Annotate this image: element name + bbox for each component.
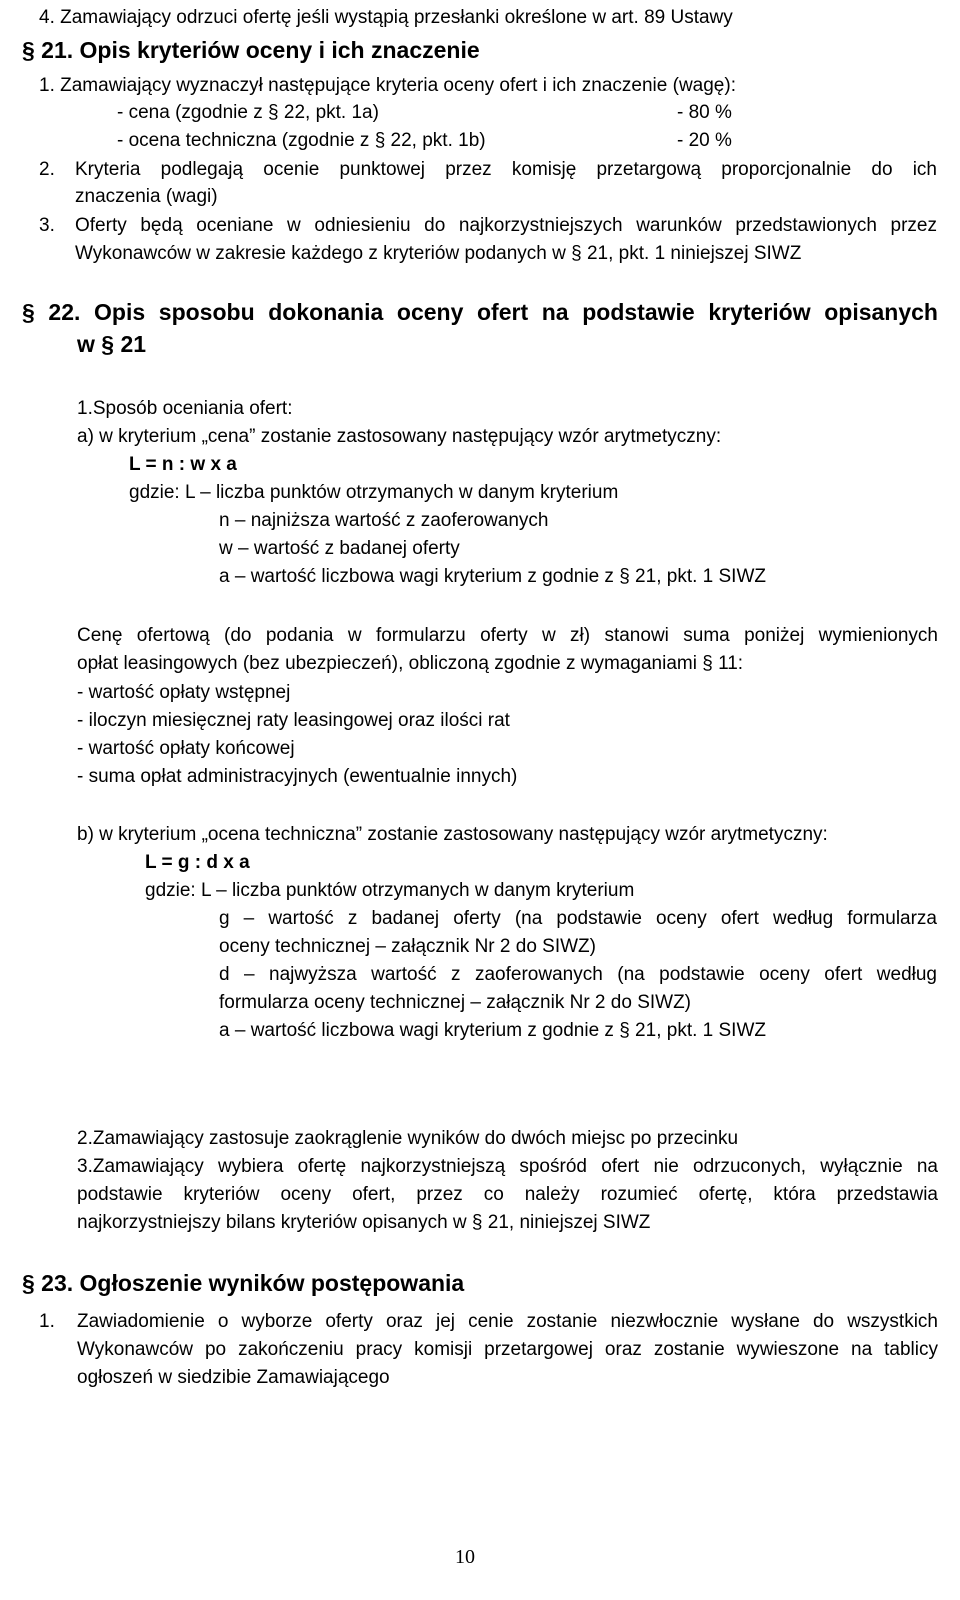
s21-item-1: 1. Zamawiający wyznaczył następujące kryteria oceny ofert i ich znaczenie (wagę): (39, 75, 736, 96)
rounding-rule: 2.Zamawiający zastosuje zaokrąglenie wyników do dwóch miejsc po przecinku (77, 1128, 739, 1149)
criterion-b-def-g-line-1: g – wartość z badanej oferty (na podstawie oceny ofert według formularza (219, 908, 937, 929)
criterion-b-intro: b) w kryterium „ocena techniczna” zostanie zastosowany następujący wzór arytmetyczny: (77, 824, 828, 845)
criterion-a-def-w: w – wartość z badanej oferty (219, 538, 460, 559)
s21-item-2-number: 2. (39, 159, 55, 180)
section-21-heading: § 21. Opis kryteriów oceny i ich znaczenie (22, 37, 480, 63)
s21-item-3-line-1: Oferty będą oceniane w odniesieniu do najkorzystniejszych warunków przedstawionych przez (75, 215, 937, 236)
price-list-item: - iloczyn miesięcznej raty leasingowej oraz ilości rat (77, 710, 510, 731)
criterion-a-def-a: a – wartość liczbowa wagi kryterium z godnie z § 21, pkt. 1 SIWZ (219, 566, 766, 587)
criterion-technical-label: - ocena techniczna (zgodnie z § 22, pkt. 1b) (117, 130, 486, 151)
criterion-b-def-g-line-2: oceny technicznej – załącznik Nr 2 do SIWZ) (219, 936, 596, 957)
criterion-b-formula: L = g : d x a (145, 852, 250, 873)
criterion-a-intro: a) w kryterium „cena” zostanie zastosowany następujący wzór arytmetyczny: (77, 426, 722, 447)
section-22-heading-line-2: w § 21 (77, 331, 147, 357)
price-list-item: - wartość opłaty wstępnej (77, 682, 291, 703)
item-4-text: 4. Zamawiający odrzuci ofertę jeśli wystąpią przesłanki określone w art. 89 Ustawy (39, 7, 733, 28)
criterion-a-def-l: gdzie: L – liczba punktów otrzymanych w danym kryterium (129, 482, 619, 503)
s23-item-1-number: 1. (39, 1311, 55, 1332)
s23-item-1-line-2: Wykonawców po zakończeniu pracy komisji przetargowej oraz zostanie wywieszone na tablicy (77, 1339, 938, 1360)
price-paragraph-line-2: opłat leasingowych (bez ubezpieczeń), obliczoną zgodnie z wymaganiami § 11: (77, 653, 744, 674)
criterion-price-label: - cena (zgodnie z § 22, pkt. 1a) (117, 102, 379, 123)
criterion-b-def-d-line-1: d – najwyższa wartość z zaoferowanych (na podstawie oceny ofert według (219, 964, 937, 985)
criterion-b-def-d-line-2: formularza oceny technicznej – załącznik Nr 2 do SIWZ) (219, 992, 692, 1013)
criterion-a-def-n: n – najniższa wartość z zaoferowanych (219, 510, 549, 531)
section-22-heading-line-1: § 22. Opis sposobu dokonania oceny ofert na podstawie kryteriów opisanych (22, 299, 938, 325)
s21-item-2-line-2: znaczenia (wagi) (75, 186, 218, 207)
s21-item-2-line-1: Kryteria podlegają ocenie punktowej przez komisję przetargową proporcjonalnie do ich (75, 159, 937, 180)
criterion-b-def-l: gdzie: L – liczba punktów otrzymanych w danym kryterium (145, 880, 635, 901)
price-list-item: - suma opłat administracyjnych (ewentualnie innych) (77, 766, 518, 787)
criterion-technical-weight: - 20 % (677, 130, 732, 151)
page-number: 10 (455, 1546, 475, 1568)
section-23-heading: § 23. Ogłoszenie wyników postępowania (22, 1270, 465, 1296)
criterion-a-formula: L = n : w x a (129, 454, 237, 475)
price-list-item: - wartość opłaty końcowej (77, 738, 295, 759)
criterion-b-def-a: a – wartość liczbowa wagi kryterium z godnie z § 21, pkt. 1 SIWZ (219, 1020, 766, 1041)
selection-rule-line-2: podstawie kryteriów oceny ofert, przez co należy rozumieć ofertę, która przedstawia (77, 1184, 938, 1205)
criterion-price-weight: - 80 % (677, 102, 732, 123)
selection-rule-line-1: 3.Zamawiający wybiera ofertę najkorzystniejszą spośród ofert nie odrzuconych, wyłącznie na (77, 1156, 938, 1177)
scoring-method-intro: 1.Sposób oceniania ofert: (77, 398, 293, 419)
price-paragraph-line-1: Cenę ofertową (do podania w formularzu oferty w zł) stanowi suma poniżej wymienionych (77, 625, 938, 646)
s23-item-1-line-3: ogłoszeń w siedzibie Zamawiającego (77, 1367, 390, 1388)
s23-item-1-line-1: Zawiadomienie o wyborze oferty oraz jej cenie zostanie niezwłocznie wysłane do wszystkich (77, 1311, 938, 1332)
s21-item-3-line-2: Wykonawców w zakresie każdego z kryteriów podanych w § 21, pkt. 1 niniejszej SIWZ (75, 243, 802, 264)
s21-item-3-number: 3. (39, 215, 55, 236)
selection-rule-line-3: najkorzystniejszy bilans kryteriów opisanych w § 21, niniejszej SIWZ (77, 1212, 651, 1233)
